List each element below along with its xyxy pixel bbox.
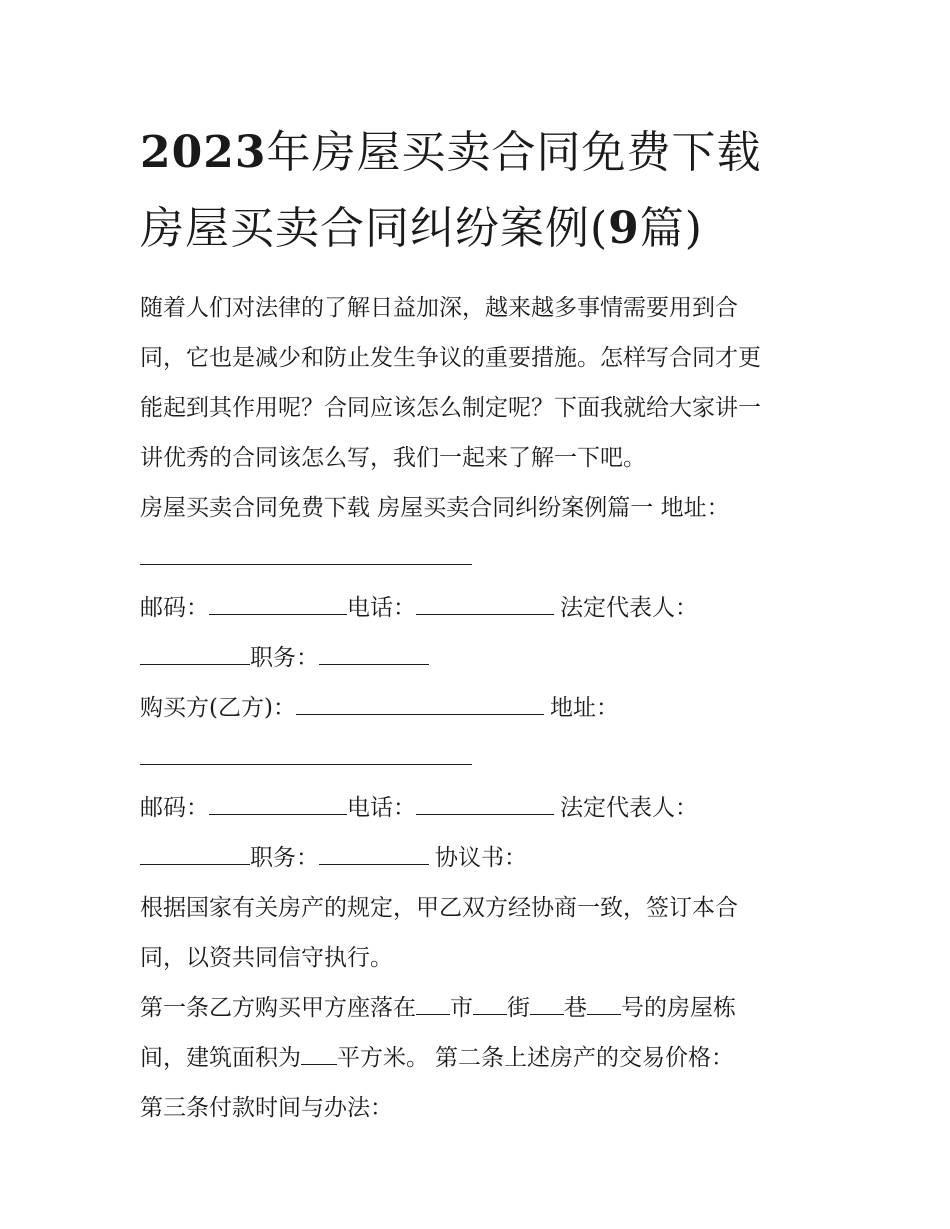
clause-1-start: 第一条乙方购买甲方座落在 — [140, 995, 416, 1021]
buyer-postcode-blank — [209, 790, 347, 815]
lane-label: 巷 — [564, 995, 587, 1021]
document-body — [140, 283, 820, 1133]
seller-phone-label: 电话： — [347, 595, 416, 621]
buyer-rep-blank — [140, 840, 250, 865]
intro-line-3: 能起到其作用呢？合同应该怎么制定呢？下面我就给大家讲一 — [140, 395, 761, 421]
title-line1: 年房屋买卖合同免费下载 — [266, 127, 762, 178]
area-blank — [301, 1040, 337, 1065]
buyer-address-label: 地址： — [549, 695, 619, 721]
buyer-phone-label: 电话： — [347, 795, 416, 821]
seller-rep-blank — [140, 640, 250, 665]
seller-info — [140, 483, 820, 683]
seller-phone-blank — [416, 590, 554, 615]
clause-1 — [140, 983, 820, 1133]
seller-postcode-blank — [209, 590, 347, 615]
title-line2: 房屋买卖合同纠纷案例( — [140, 203, 609, 254]
seller-postcode-label: 邮码： — [140, 595, 209, 621]
buyer-address-blank — [140, 740, 472, 765]
agreement-intro-line-1: 根据国家有关房产的规定，甲乙双方经协商一致，签订本合 — [140, 895, 738, 921]
section1-heading: 房屋买卖合同免费下载 房屋买卖合同纠纷案例篇一 地址： — [140, 495, 730, 521]
seller-address-blank — [140, 540, 472, 565]
agreement-intro-line-2: 同，以资共同信守执行。 — [140, 945, 393, 971]
agreement-label: 协议书： — [435, 845, 527, 871]
document-title — [140, 115, 820, 267]
buyer-label: 购买方(乙方)： — [140, 695, 296, 721]
intro-line-4: 讲优秀的合同该怎么写，我们一起来了解一下吧。 — [140, 445, 646, 471]
intro-line-2: 同，它也是减少和防止发生争议的重要措施。怎样写合同才更 — [140, 345, 761, 371]
clause-3: 第三条付款时间与办法： — [140, 1095, 393, 1121]
number-label: 号的房屋栋 — [621, 995, 736, 1021]
city-blank — [416, 990, 450, 1015]
seller-position-blank — [319, 640, 429, 665]
title-year: 2023 — [140, 127, 267, 178]
agreement-intro — [140, 883, 820, 983]
title-count: 9 — [608, 203, 640, 254]
title-line2-end: 篇) — [639, 203, 703, 254]
lane-blank — [530, 990, 564, 1015]
seller-rep-label: 法定代表人： — [560, 595, 698, 621]
buyer-name-blank — [296, 690, 544, 715]
buyer-postcode-label: 邮码： — [140, 795, 209, 821]
city-label: 市 — [450, 995, 473, 1021]
intro-paragraph — [140, 283, 820, 483]
document-content — [140, 115, 820, 1133]
buyer-info — [140, 683, 820, 883]
intro-line-1: 随着人们对法律的了解日益加深，越来越多事情需要用到合 — [140, 295, 738, 321]
number-blank — [587, 990, 621, 1015]
buyer-position-label: 职务： — [250, 845, 319, 871]
street-label: 街 — [507, 995, 530, 1021]
clause-1-area: 间，建筑面积为 — [140, 1045, 301, 1071]
seller-position-label: 职务： — [250, 645, 319, 671]
street-blank — [473, 990, 507, 1015]
buyer-rep-label: 法定代表人： — [560, 795, 698, 821]
clause-2: 第二条上述房产的交易价格： — [435, 1045, 734, 1071]
buyer-phone-blank — [416, 790, 554, 815]
area-unit: 平方米。 — [337, 1045, 429, 1071]
buyer-position-blank — [319, 840, 429, 865]
